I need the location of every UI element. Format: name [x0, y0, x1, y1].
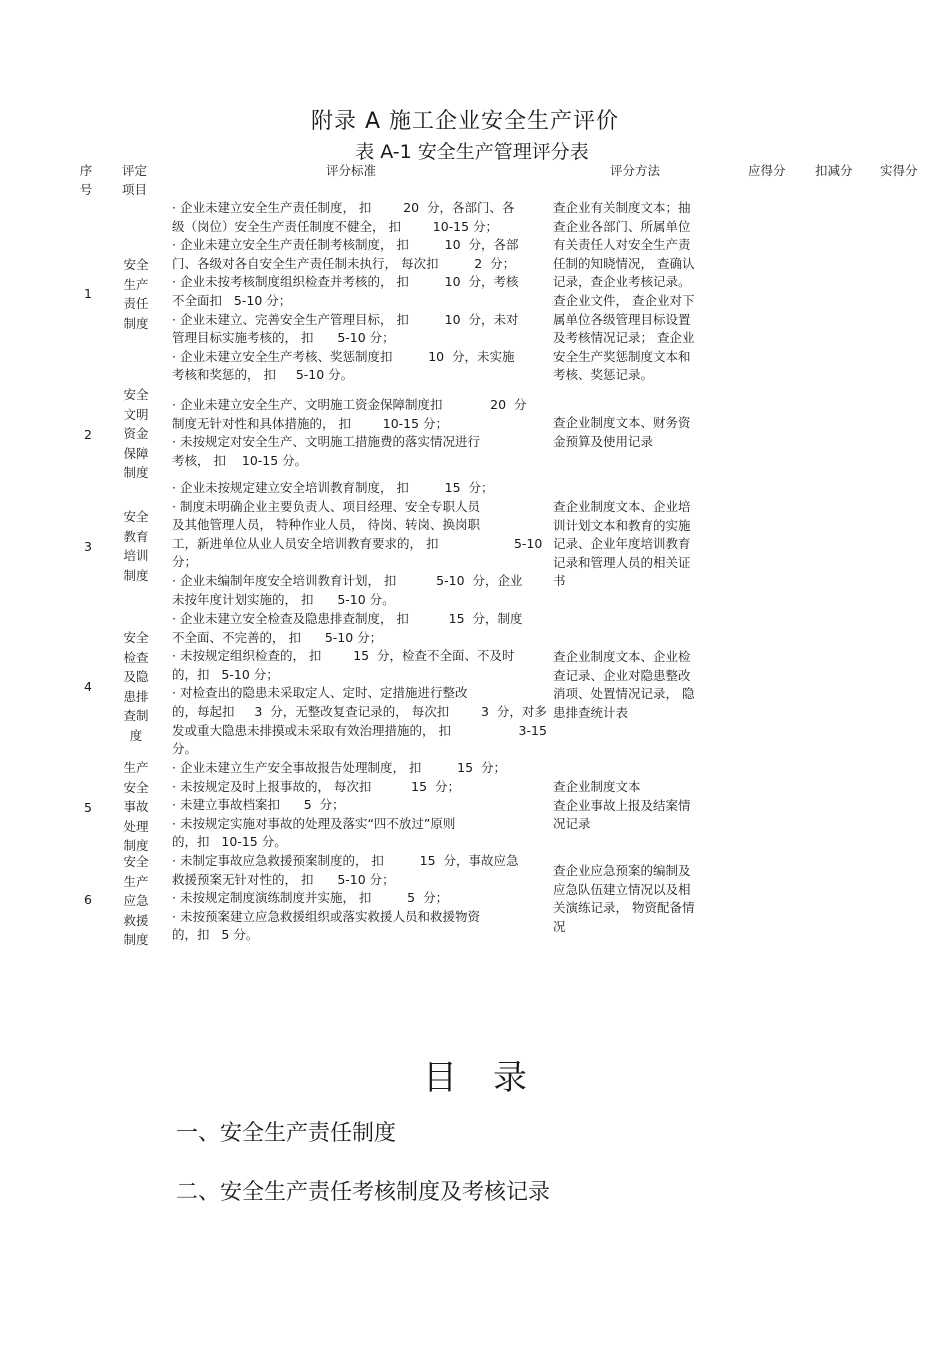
header-item: 评定 项目 [122, 163, 148, 197]
row-method: 查企业制度文本、企业检 查记录、企业对隐患整改 消项、处置情况记录， 隐 患排查统计表 [553, 649, 695, 720]
row-criteria: · 企业未建立安全检查及隐患排查制度， 扣 15 分，制度 不全面、不完善的， 扣 5-10 分； · 未按规定组织检查的， 扣 15 分，检查不全面、不及时 的，扣 5-10 分； · 对检查出的隐患未采取定人、定时、定措施进行整改 的，每起扣 3 分，无整改复查记录的， 每次扣 3 分，对多 发或重大隐患未排摸或未采取有效治理措施的， 扣 3-15 分。 [172, 611, 547, 757]
row-method: 查企业制度文本 查企业事故上报及结案情 况记录 [553, 779, 691, 832]
row-number: 5 [84, 800, 92, 815]
toc-item: 二、安全生产责任考核制度及考核记录 [176, 1180, 551, 1205]
row-criteria: · 企业未按规定建立安全培训教育制度， 扣 15 分； · 制度未明确企业主要负责人、项目经理、安全专职人员 及其他管理人员， 特种作业人员， 待岗、转岗、换岗职 工，新进单位从业人员安全培训教育要求的， 扣 5-10 分； · 企业未编制年度安全培训教育计划， 扣 5-10 分，企业 未按年度计划实施的， 扣 5-10 分。 [172, 480, 543, 607]
row-number: 2 [84, 427, 92, 442]
row-criteria: · 企业未建立生产安全事故报告处理制度， 扣 15 分； · 未按规定及时上报事故的， 每次扣 15 分； · 未建立事故档案扣 5 分； · 未按规定实施对事故的处理及落实“四不放过”原则 的，扣 10-15 分。 [172, 760, 507, 850]
toc-item: 一、安全生产责任制度 [176, 1121, 397, 1146]
header-method: 评分方法 [610, 163, 661, 178]
row-method: 查企业制度文本、企业培 训计划文本和教育的实施 记录、企业年度培训教育 记录和管理人员的相关证 书 [553, 499, 691, 589]
row-method: 查企业应急预案的编制及 应急队伍建立情况以及相 关演练记录， 物资配备情 况 [553, 863, 695, 934]
row-item: 生产 安全 事故 处理 制度 [123, 760, 149, 853]
row-criteria: · 企业未建立安全生产、文明施工资金保障制度扣 20 分 制度无针对性和具体措施的， 扣 10-15 分； · 未按规定对安全生产、文明施工措施费的落实情况进行 考核， 扣 10-15 分。 [172, 397, 527, 468]
row-item: 安全 检查 及隐 患排 查制 度 [123, 630, 149, 743]
row-item: 安全 文明 资金 保障 制度 [123, 387, 149, 480]
header-actual-score: 实得分 [880, 163, 918, 178]
row-item: 安全 生产 责任 制度 [123, 257, 149, 331]
row-item: 安全 生产 应急 救援 制度 [123, 854, 149, 947]
header-criteria: 评分标准 [326, 163, 377, 178]
header-deduct-score: 扣减分 [815, 163, 853, 178]
row-method: 查企业有关制度文本；抽 查企业各部门、所属单位 有关责任人对安全生产责 任制的知晓情况， 查确认 记录，查企业考核记录。 查企业文件， 查企业对下 属单位各级管理目标设置 及考核情况记录； 查企业 安全生产奖惩制度文本和 考核、奖惩记录。 [553, 200, 695, 383]
page-title: 附录 A 施工企业安全生产评价 [310, 109, 620, 134]
row-method: 查企业制度文本、财务资 金预算及使用记录 [553, 415, 691, 449]
row-criteria: · 企业未建立安全生产责任制度， 扣 20 分，各部门、各 级（岗位）安全生产责任制度不健全， 扣 10-15 分； · 企业未建立安全生产责任制考核制度， 扣 10 分，各部 门、各级对各自安全生产责任制未执行， 每次扣 2 分； · 企业未按考核制度组织检查并考核的， 扣 10 分，考核 不全面扣 5-10 分； · 企业未建立、完善安全生产管理目标， 扣 10 分，未对 管理目标实施考核的， 扣 5-10 分； · 企业未建立安全生产考核、奖惩制度扣 10 分，未实施 考核和奖惩的， 扣 5-10 分。 [172, 200, 519, 383]
row-criteria: · 未制定事故应急救援预案制度的， 扣 15 分，事故应急 救援预案无针对性的， 扣 5-10 分； · 未按规定制度演练制度并实施， 扣 5 分； · 未按预案建立应急救援组织或落实救援人员和救援物资 的，扣 5 分。 [172, 853, 519, 943]
toc-title: 目录 [423, 1058, 563, 1098]
row-item: 安全 教育 培训 制度 [123, 509, 149, 583]
header-seq: 序 号 [79, 163, 93, 197]
row-number: 1 [84, 286, 92, 301]
table-title: 表 A-1 安全生产管理评分表 [355, 141, 589, 163]
row-number: 6 [84, 892, 92, 907]
row-number: 4 [84, 679, 92, 694]
header-should-score: 应得分 [748, 163, 786, 178]
row-number: 3 [84, 539, 92, 554]
